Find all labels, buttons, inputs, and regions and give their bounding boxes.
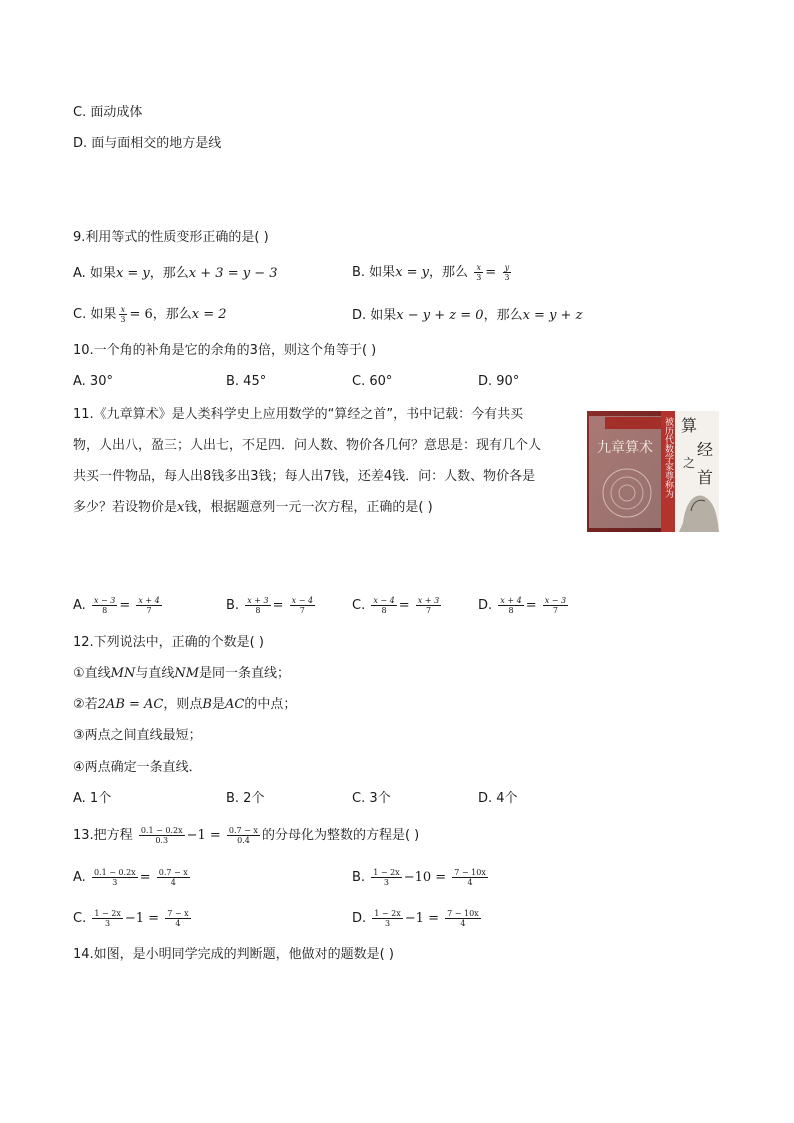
question-9-stem: 9.利用等式的性质变形正确的是( ): [73, 230, 269, 245]
q9-option-a: A. 如果x = y，那么x + 3 = y − 3: [73, 266, 278, 281]
q12-option-d: D. 4个: [478, 791, 518, 806]
book-big-char-4: 首: [697, 468, 714, 487]
q10-option-d: D. 90°: [478, 374, 520, 389]
q11-option-a: A. $\frac{x - 3}{8}$ = $\frac{x + 4}{7}$: [73, 596, 160, 615]
question-14-stem: 14.如图，是小明同学完成的判断题，他做对的题数是( ): [73, 947, 394, 962]
question-13-stem: 13.把方程 $\frac{0.1 - 0.2x}{0.3}$ −1 = $\frac{0.7 - x}{0.4}$ 的分母化为整数的方程是( ): [73, 826, 420, 845]
q12-option-b: B. 2个: [226, 791, 265, 806]
question-11-line-1: 11.《九章算术》是人类科学史上应用数学的“算经之首”，书中记载：今有共买: [73, 407, 524, 422]
question-11-line-3: 共买一件物品，每人出8钱多出3钱；每人出7钱，还差4钱．问：人数、物价各是: [73, 469, 536, 484]
q11-option-c: C. $\frac{x - 4}{8}$ = $\frac{x + 3}{7}$: [352, 596, 440, 615]
q12-statement-3: ③两点之间直线最短；: [73, 728, 202, 743]
book-big-char-1: 算: [681, 416, 698, 435]
option-d: D. 面与面相交的地方是线: [73, 136, 222, 151]
question-11-line-4: 多少？若设物价是x钱，根据题意列一元一次方程，正确的是( ): [73, 500, 433, 515]
q10-option-c: C. 60°: [352, 374, 393, 389]
q9-option-b: B. 如果x = y，那么 $\frac{x}{3}$ = $\frac{y}{3}$: [352, 263, 510, 282]
book-big-char-3: 之: [683, 456, 696, 470]
q10-option-a: A. 30°: [73, 374, 113, 389]
question-12-stem: 12.下列说法中，正确的个数是( ): [73, 635, 264, 650]
book-cover-image: [587, 411, 719, 532]
book-side-text: 被历代数学家尊称为: [663, 417, 673, 498]
q9-option-d: D. 如果x − y + z = 0，那么x = y + z: [352, 308, 583, 323]
q12-option-c: C. 3个: [352, 791, 391, 806]
option-c: C. 面动成体: [73, 105, 143, 120]
book-title: 九章算术: [597, 440, 653, 456]
q13-option-d: D. $\frac{1 - 2x}{3}$ −1 = $\frac{7 - 10x}{4}$: [352, 909, 479, 928]
q11-option-b: B. $\frac{x + 3}{8}$ = $\frac{x - 4}{7}$: [226, 596, 314, 615]
q12-statement-2: ②若2AB = AC，则点B是AC的中点；: [73, 697, 297, 712]
q13-option-b: B. $\frac{1 - 2x}{3}$ −10 = $\frac{7 - 10x}{4}$: [352, 868, 486, 887]
q12-statement-1: ①直线MN与直线NM是同一条直线；: [73, 666, 291, 681]
q9-option-c: C. 如果 $\frac{x}{3}$ = 6，那么x = 2: [73, 305, 227, 324]
question-10-stem: 10.一个角的补角是它的余角的3倍，则这个角等于( ): [73, 343, 377, 358]
q13-option-a: A. $\frac{0.1 - 0.2x}{3}$ = $\frac{0.7 - x}{4}$: [73, 868, 188, 887]
q12-option-a: A. 1个: [73, 791, 112, 806]
q12-statement-4: ④两点确定一条直线．: [73, 760, 202, 775]
book-big-char-2: 经: [697, 440, 714, 459]
q10-option-b: B. 45°: [226, 374, 267, 389]
q11-option-d: D. $\frac{x + 4}{8}$ = $\frac{x - 3}{7}$: [478, 596, 567, 615]
q13-option-c: C. $\frac{1 - 2x}{3}$ −1 = $\frac{7 - x}{4}$: [73, 909, 189, 928]
question-11-line-2: 物，人出八，盈三；人出七，不足四．问人数、物价各几何？意思是：现有几个人: [73, 438, 542, 453]
